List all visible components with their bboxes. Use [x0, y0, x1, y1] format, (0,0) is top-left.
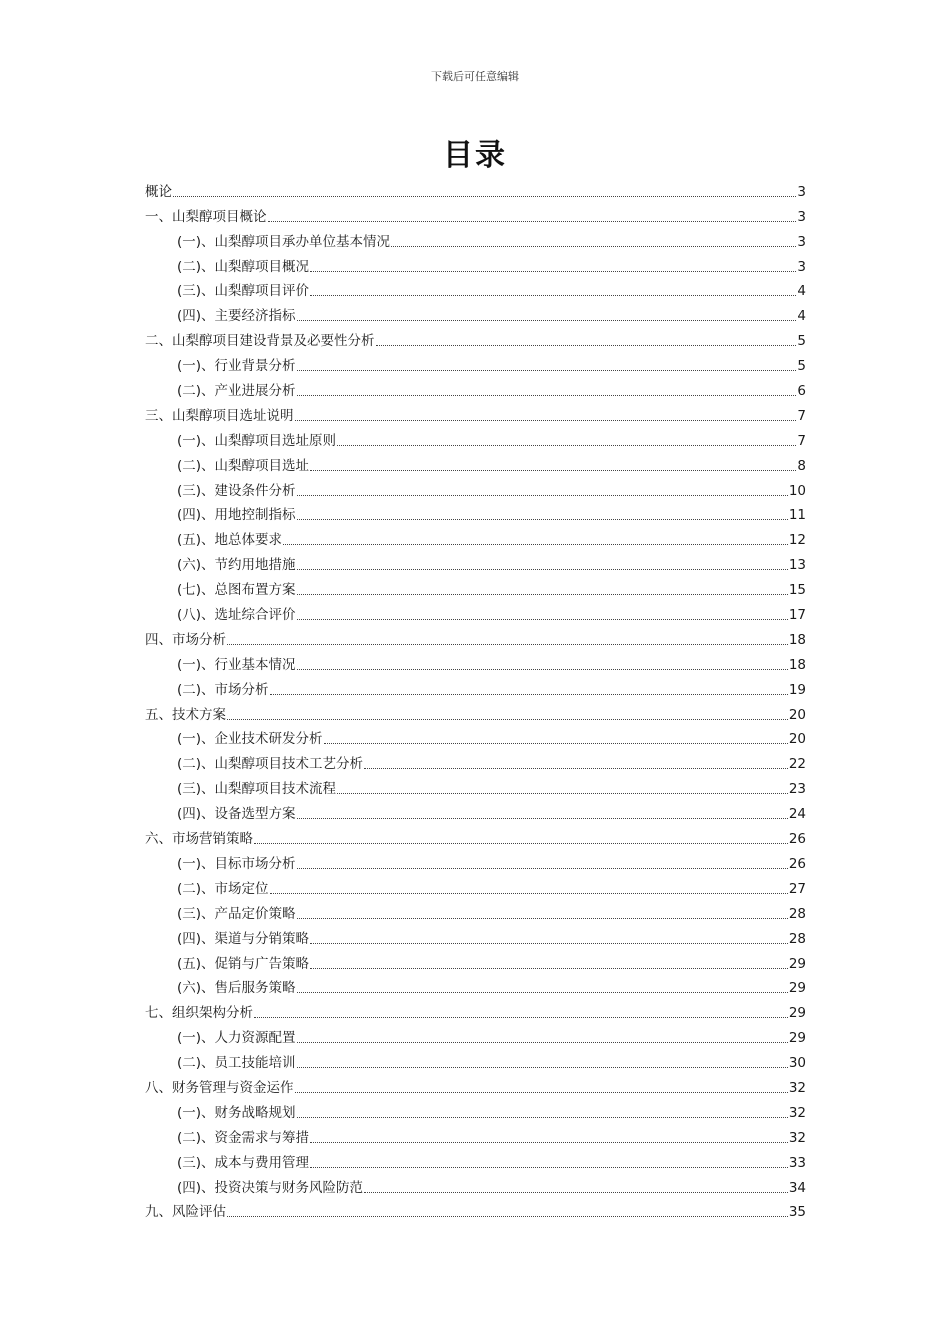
toc-subsection-entry[interactable]: [145, 1122, 806, 1147]
toc-dot-leader: [254, 1016, 788, 1018]
toc-page-number: 26: [788, 855, 806, 872]
toc-section-entry[interactable]: [145, 325, 806, 350]
toc-entry-label: (五)、促销与广告策略: [177, 955, 310, 972]
toc-section-entry[interactable]: [145, 997, 806, 1022]
toc-page-number: 4: [797, 308, 806, 325]
toc-page-number: 18: [788, 656, 806, 673]
toc-dot-leader: [297, 394, 797, 396]
toc-entry-label: (二)、市场定位: [177, 880, 269, 897]
toc-dot-leader: [297, 518, 788, 520]
toc-subsection-entry[interactable]: [145, 898, 806, 923]
toc-subsection-entry[interactable]: [145, 350, 806, 375]
toc-page-number: 13: [788, 557, 806, 574]
toc-entry-label: (四)、用地控制指标: [177, 507, 296, 524]
toc-page-number: 8: [797, 457, 806, 474]
toc-section-entry[interactable]: [145, 823, 806, 848]
toc-entry-label: (三)、山梨醇项目评价: [177, 283, 310, 300]
toc-section-entry[interactable]: [145, 699, 806, 724]
toc-dot-leader: [283, 543, 788, 545]
toc-subsection-entry[interactable]: [145, 450, 806, 475]
toc-section-entry[interactable]: [145, 400, 806, 425]
toc-page-number: 3: [797, 258, 806, 275]
toc-page-number: 11: [788, 507, 806, 524]
toc-entry-label: (一)、目标市场分析: [177, 855, 296, 872]
toc-entry-label: (一)、财务战略规划: [177, 1104, 296, 1121]
toc-entry-label: 六、市场营销策略: [145, 831, 253, 848]
toc-dot-leader: [297, 618, 788, 620]
toc-dot-leader: [364, 1191, 788, 1193]
toc-entry-label: (三)、山梨醇项目技术流程: [177, 781, 337, 798]
toc-entry-label: (一)、山梨醇项目选址原则: [177, 432, 337, 449]
toc-subsection-entry[interactable]: [145, 873, 806, 898]
toc-page-number: 7: [797, 432, 806, 449]
toc-entry-label: (四)、主要经济指标: [177, 308, 296, 325]
toc-dot-leader: [270, 693, 788, 695]
toc-dot-leader: [310, 294, 796, 296]
toc-entry-label: 二、山梨醇项目建设背景及必要性分析: [145, 333, 375, 350]
toc-dot-leader: [310, 1141, 788, 1143]
toc-subsection-entry[interactable]: [145, 1022, 806, 1047]
toc-subsection-entry[interactable]: [145, 973, 806, 998]
toc-subsection-entry[interactable]: [145, 649, 806, 674]
toc-subsection-entry[interactable]: [145, 773, 806, 798]
toc-entry-label: 七、组织架构分析: [145, 1005, 253, 1022]
toc-subsection-entry[interactable]: [145, 948, 806, 973]
toc-dot-leader: [297, 369, 797, 371]
toc-subsection-entry[interactable]: [145, 1097, 806, 1122]
toc-entry-label: 九、风险评估: [145, 1204, 226, 1221]
toc-dot-leader: [295, 1091, 788, 1093]
toc-dot-leader: [337, 792, 788, 794]
toc-subsection-entry[interactable]: [145, 923, 806, 948]
toc-dot-leader: [391, 245, 796, 247]
toc-entry-label: 五、技术方案: [145, 706, 226, 723]
toc-dot-leader: [310, 469, 796, 471]
toc-dot-leader: [297, 319, 797, 321]
toc-page-number: 32: [788, 1129, 806, 1146]
header-note: 下载后可任意编辑: [431, 70, 519, 83]
toc-subsection-entry[interactable]: [145, 574, 806, 599]
toc-dot-leader: [297, 568, 788, 570]
toc-page-number: 27: [788, 880, 806, 897]
toc-page-number: 29: [788, 955, 806, 972]
toc-page-number: 35: [788, 1204, 806, 1221]
toc-page-number: 30: [788, 1055, 806, 1072]
toc-dot-leader: [297, 593, 788, 595]
toc-dot-leader: [297, 1066, 788, 1068]
toc-entry-label: 三、山梨醇项目选址说明: [145, 407, 294, 424]
toc-page-number: 6: [797, 383, 806, 400]
toc-dot-leader: [268, 220, 797, 222]
toc-page-number: 17: [788, 607, 806, 624]
toc-entry-label: (四)、渠道与分销策略: [177, 930, 310, 947]
toc-dot-leader: [295, 419, 797, 421]
toc-title: 目录: [443, 138, 507, 173]
toc-section-entry[interactable]: [145, 201, 806, 226]
toc-page-number: 15: [788, 582, 806, 599]
toc-entry-label: (三)、建设条件分析: [177, 482, 296, 499]
toc-dot-leader: [364, 767, 788, 769]
toc-page-number: 7: [797, 407, 806, 424]
toc-page-number: 26: [788, 831, 806, 848]
toc-page-number: 19: [788, 681, 806, 698]
toc-entry-label: 概论: [145, 183, 172, 200]
toc-section-entry[interactable]: [145, 624, 806, 649]
toc-section-entry[interactable]: [145, 176, 806, 201]
toc-entry-label: (三)、成本与费用管理: [177, 1154, 310, 1171]
toc-page-number: 18: [788, 631, 806, 648]
toc-page-number: 5: [797, 333, 806, 350]
toc-subsection-entry[interactable]: [145, 599, 806, 624]
toc-entry-label: (一)、人力资源配置: [177, 1030, 296, 1047]
toc-subsection-entry[interactable]: [145, 1147, 806, 1172]
toc-page-number: 33: [788, 1154, 806, 1171]
toc-dot-leader: [297, 1041, 788, 1043]
toc-dot-leader: [310, 967, 788, 969]
toc-subsection-entry[interactable]: [145, 500, 806, 525]
toc-page-number: 5: [797, 358, 806, 375]
toc-entry-label: (三)、产品定价策略: [177, 905, 296, 922]
toc-page-number: 3: [797, 183, 806, 200]
toc-dot-leader: [297, 917, 788, 919]
toc-page-number: 24: [788, 806, 806, 823]
toc-dot-leader: [297, 991, 788, 993]
toc-entry-label: (二)、员工技能培训: [177, 1055, 296, 1072]
toc-entry-label: 八、财务管理与资金运作: [145, 1079, 294, 1096]
toc-subsection-entry[interactable]: [145, 798, 806, 823]
toc-page-number: 23: [788, 781, 806, 798]
toc-entry-label: (一)、行业基本情况: [177, 656, 296, 673]
toc-entry-label: (二)、山梨醇项目概况: [177, 258, 310, 275]
toc-entry-label: (二)、市场分析: [177, 681, 269, 698]
toc-page-number: 4: [797, 283, 806, 300]
toc-subsection-entry[interactable]: [145, 300, 806, 325]
toc-section-entry[interactable]: [145, 1197, 806, 1222]
toc-dot-leader: [324, 742, 788, 744]
toc-entry-label: (五)、地总体要求: [177, 532, 283, 549]
toc-dot-leader: [227, 1215, 788, 1217]
toc-entry-label: (七)、总图布置方案: [177, 582, 296, 599]
toc-page-number: 29: [788, 980, 806, 997]
toc-dot-leader: [254, 842, 788, 844]
toc-subsection-entry[interactable]: [145, 549, 806, 574]
toc-page-number: 32: [788, 1079, 806, 1096]
toc-subsection-entry[interactable]: [145, 848, 806, 873]
toc-subsection-entry[interactable]: [145, 524, 806, 549]
toc-dot-leader: [297, 867, 788, 869]
toc-dot-leader: [270, 892, 788, 894]
toc-entry-label: 一、山梨醇项目概论: [145, 208, 267, 225]
toc-entry-label: (四)、投资决策与财务风险防范: [177, 1179, 364, 1196]
toc-page-number: 3: [797, 208, 806, 225]
toc-page-number: 28: [788, 930, 806, 947]
toc-dot-leader: [297, 817, 788, 819]
toc-subsection-entry[interactable]: [145, 1172, 806, 1197]
toc-page-number: 34: [788, 1179, 806, 1196]
toc-page-number: 20: [788, 706, 806, 723]
toc-dot-leader: [310, 1166, 788, 1168]
toc-entry-label: (二)、资金需求与筹措: [177, 1129, 310, 1146]
toc-entry-label: (一)、行业背景分析: [177, 358, 296, 375]
toc-entry-label: (一)、山梨醇项目承办单位基本情况: [177, 233, 391, 250]
toc-page-number: 28: [788, 905, 806, 922]
toc-entry-label: (二)、山梨醇项目技术工艺分析: [177, 756, 364, 773]
toc-page-number: 20: [788, 731, 806, 748]
toc-entry-label: (二)、山梨醇项目选址: [177, 457, 310, 474]
toc-subsection-entry[interactable]: [145, 1047, 806, 1072]
toc-page-number: 10: [788, 482, 806, 499]
toc-entry-label: 四、市场分析: [145, 631, 226, 648]
toc-dot-leader: [297, 1116, 788, 1118]
toc-page-number: 29: [788, 1005, 806, 1022]
toc-subsection-entry[interactable]: [145, 251, 806, 276]
toc-dot-leader: [227, 718, 788, 720]
toc-subsection-entry[interactable]: [145, 226, 806, 251]
toc-entry-label: (四)、设备选型方案: [177, 806, 296, 823]
toc-subsection-entry[interactable]: [145, 475, 806, 500]
toc-entry-label: (八)、选址综合评价: [177, 607, 296, 624]
toc-page-number: 3: [797, 233, 806, 250]
toc-dot-leader: [297, 668, 788, 670]
toc-dot-leader: [173, 195, 796, 197]
toc-dot-leader: [310, 942, 788, 944]
toc-subsection-entry[interactable]: [145, 724, 806, 749]
toc-dot-leader: [310, 270, 796, 272]
table-of-contents: [145, 176, 806, 1221]
toc-dot-leader: [376, 344, 797, 346]
toc-subsection-entry[interactable]: [145, 276, 806, 301]
toc-entry-label: (六)、售后服务策略: [177, 980, 296, 997]
toc-dot-leader: [337, 444, 796, 446]
toc-section-entry[interactable]: [145, 1072, 806, 1097]
toc-dot-leader: [297, 494, 788, 496]
toc-subsection-entry[interactable]: [145, 748, 806, 773]
toc-dot-leader: [227, 643, 788, 645]
toc-page-number: 12: [788, 532, 806, 549]
toc-subsection-entry[interactable]: [145, 425, 806, 450]
toc-subsection-entry[interactable]: [145, 375, 806, 400]
toc-entry-label: (二)、产业进展分析: [177, 383, 296, 400]
toc-page-number: 29: [788, 1030, 806, 1047]
toc-page-number: 32: [788, 1104, 806, 1121]
toc-subsection-entry[interactable]: [145, 674, 806, 699]
toc-entry-label: (一)、企业技术研发分析: [177, 731, 323, 748]
toc-entry-label: (六)、节约用地措施: [177, 557, 296, 574]
toc-page-number: 22: [788, 756, 806, 773]
